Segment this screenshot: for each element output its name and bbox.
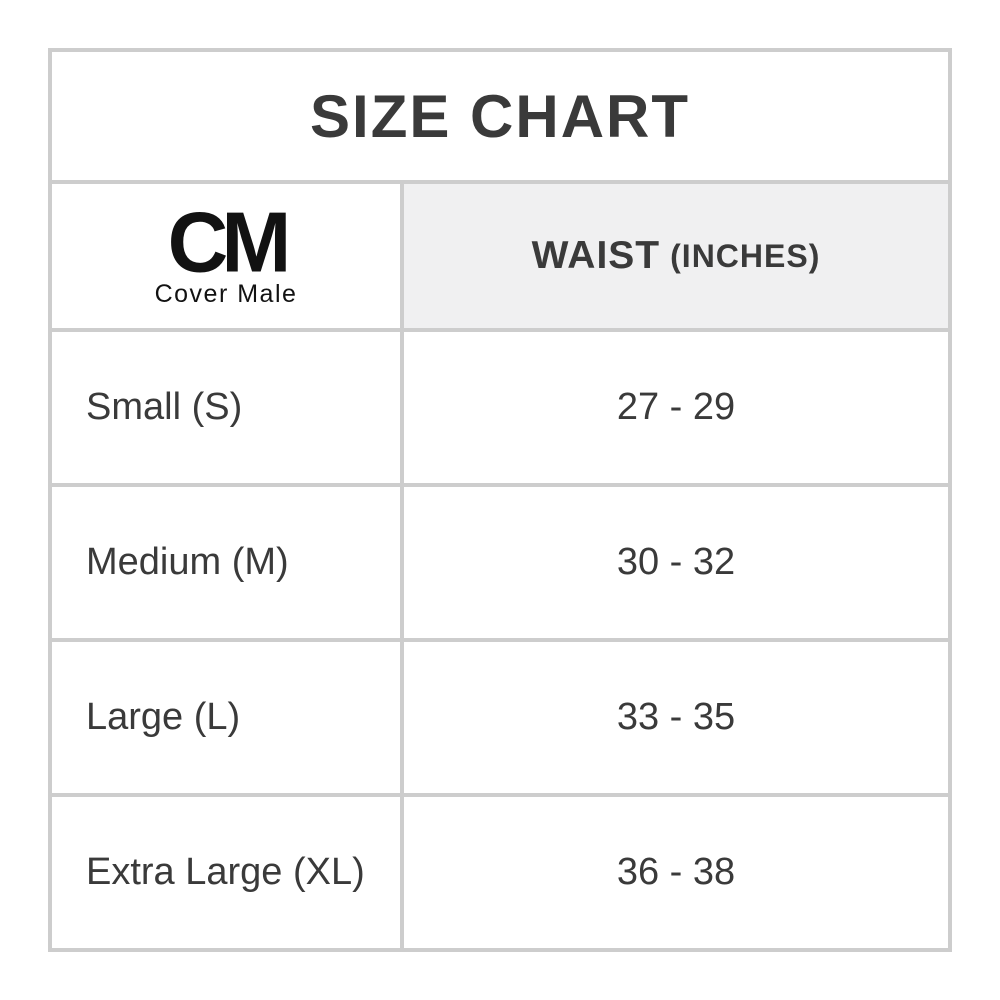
waist-value: 33 - 35	[404, 642, 948, 793]
table-row	[52, 642, 948, 793]
page-title: SIZE CHART	[310, 82, 690, 150]
brand-logo-icon: CM	[167, 193, 285, 290]
size-label: Extra Large (XL)	[52, 797, 400, 948]
waist-value: 30 - 32	[404, 487, 948, 638]
title-row	[52, 52, 948, 180]
table-row	[52, 797, 948, 948]
waist-value: 36 - 38	[404, 797, 948, 948]
waist-header-label: WAIST	[531, 234, 661, 277]
brand-logo-cell	[52, 184, 400, 328]
waist-column-header	[404, 184, 948, 328]
size-label: Large (L)	[52, 642, 400, 793]
header-row	[52, 184, 948, 328]
size-label: Small (S)	[52, 332, 400, 483]
waist-value: 27 - 29	[404, 332, 948, 483]
brand-name: Cover Male	[154, 280, 298, 309]
waist-header-unit: (INCHES)	[670, 237, 821, 274]
size-label: Medium (M)	[52, 487, 400, 638]
table-row	[52, 332, 948, 483]
table-row	[52, 487, 948, 638]
size-chart-table	[48, 48, 952, 952]
